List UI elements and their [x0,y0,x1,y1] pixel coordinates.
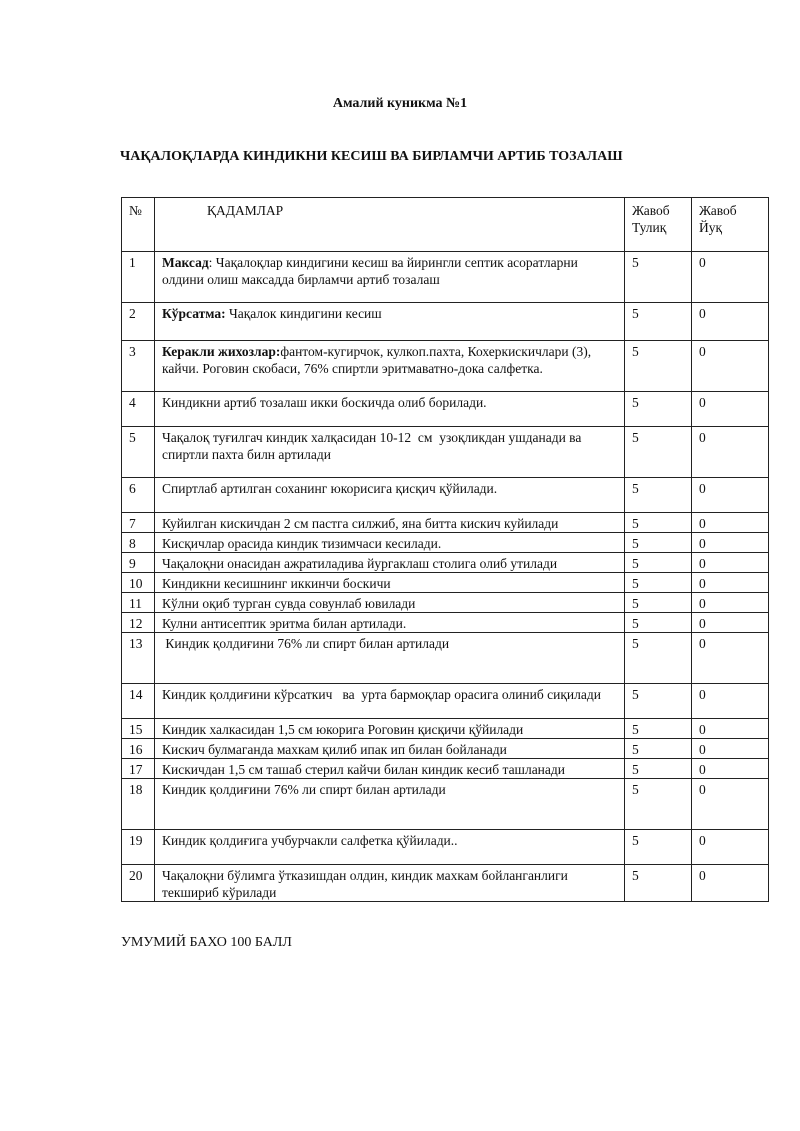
row-number: 20 [122,865,155,902]
practical-skill-number: Амалий куникма №1 [332,96,468,111]
step-description [155,427,625,478]
step-text: : Чақалоқлар киндигини кесиш ва йирингли септик асоратларни олдини олиш максадда бирламчи артиб тозалаш [162,255,582,287]
document-title: ЧАҚАЛОҚЛАРДА КИНДИКНИ КЕСИШ ВА БИРЛАМЧИ АРТИБ ТОЗАЛАШ [120,149,623,164]
score-full: 5 [625,392,692,427]
step-description [155,533,625,553]
row-number: 14 [122,684,155,719]
table-row [122,392,769,427]
step-text: Киндик қолдиғини 76% ли спирт билан артилади [162,782,446,797]
score-full: 5 [625,830,692,865]
step-description [155,759,625,779]
step-text: Куйилган кискичдан 2 см пастга силжиб, яна битта кискич куйилади [162,516,559,531]
score-none: 0 [692,533,769,553]
header-number: № [122,198,155,252]
score-none: 0 [692,684,769,719]
score-full: 5 [625,533,692,553]
score-none: 0 [692,759,769,779]
step-description [155,684,625,719]
table-row [122,759,769,779]
score-full: 5 [625,865,692,902]
table-row [122,684,769,719]
score-full: 5 [625,553,692,573]
row-number: 9 [122,553,155,573]
step-label: Керакли жихозлар: [162,344,281,359]
score-none: 0 [692,341,769,392]
score-none: 0 [692,303,769,341]
table-row [122,779,769,830]
step-text: Кулни антисептик эритма билан артилади. [162,616,407,631]
step-description [155,553,625,573]
step-description [155,593,625,613]
table-row [122,865,769,902]
row-number: 12 [122,613,155,633]
steps-table [121,197,769,902]
row-number: 11 [122,593,155,613]
row-number: 17 [122,759,155,779]
row-number: 13 [122,633,155,684]
step-text: Чақалок киндигини кесиш [225,306,382,321]
step-text: Киндик халкасидан 1,5 см юкорига Роговин қисқичи қўйилади [162,722,524,737]
step-text: Спиртлаб артилган соханинг юкорисига қисқич қўйилади. [162,481,498,496]
table-row [122,593,769,613]
table-row [122,613,769,633]
step-description [155,719,625,739]
step-text: Кискич булмаганда махкам қилиб ипак ип билан бойланади [162,742,507,757]
score-none: 0 [692,865,769,902]
step-text: Кискичдан 1,5 см ташаб стерил кайчи билан киндик кесиб ташланади [162,762,565,777]
score-full: 5 [625,252,692,303]
table-row [122,533,769,553]
score-none: 0 [692,427,769,478]
score-none: 0 [692,573,769,593]
row-number: 2 [122,303,155,341]
score-full: 5 [625,427,692,478]
score-full: 5 [625,613,692,633]
row-number: 19 [122,830,155,865]
header-steps: ҚАДАМЛАР [155,198,625,252]
score-none: 0 [692,392,769,427]
table-row [122,830,769,865]
step-text: Чақалоқни онасидан ажратиладива йургаклаш столига олиб утилади [162,556,558,571]
table-row [122,341,769,392]
step-text: Киндик қолдиғига учбурчакли салфетка қўйилади.. [162,833,458,848]
step-label: Кўрсатма: [162,306,226,321]
row-number: 8 [122,533,155,553]
score-none: 0 [692,593,769,613]
step-description [155,779,625,830]
row-number: 4 [122,392,155,427]
step-text: Кўлни оқиб турган сувда совунлаб ювилади [162,596,416,611]
score-full: 5 [625,341,692,392]
table-row [122,427,769,478]
step-description [155,613,625,633]
step-description [155,739,625,759]
step-text: Чақалоқни бўлимга ўтказишдан олдин, киндик махкам бойланганлиги текшириб кўрилади [162,868,572,900]
score-none: 0 [692,719,769,739]
score-full: 5 [625,779,692,830]
score-full: 5 [625,478,692,513]
step-description [155,392,625,427]
score-full: 5 [625,684,692,719]
score-none: 0 [692,513,769,533]
step-description [155,252,625,303]
step-description [155,573,625,593]
score-none: 0 [692,613,769,633]
score-none: 0 [692,830,769,865]
table-row [122,573,769,593]
row-number: 1 [122,252,155,303]
score-none: 0 [692,739,769,759]
table-row [122,739,769,759]
row-number: 3 [122,341,155,392]
step-description [155,341,625,392]
score-full: 5 [625,633,692,684]
score-full: 5 [625,759,692,779]
table-row [122,513,769,533]
row-number: 7 [122,513,155,533]
header-answer-full: Жавоб Тулиқ [625,198,692,252]
score-full: 5 [625,593,692,613]
step-text: Кисқичлар орасида киндик тизимчаси кесилади. [162,536,442,551]
score-full: 5 [625,573,692,593]
score-none: 0 [692,553,769,573]
table-header-row [122,198,769,252]
step-text: Чақалоқ туғилгач киндик халқасидан 10-12 см узоқликдан ушданади ва спиртли пахта билн артилади [162,430,585,462]
row-number: 16 [122,739,155,759]
step-text: Киндик қолдиғини 76% ли спирт билан артилади [162,636,450,651]
score-none: 0 [692,779,769,830]
score-full: 5 [625,513,692,533]
score-full: 5 [625,739,692,759]
score-none: 0 [692,252,769,303]
total-score: УМУМИЙ БАХО 100 БАЛЛ [121,935,292,950]
step-description [155,303,625,341]
row-number: 15 [122,719,155,739]
step-text: Киндик қолдиғини кўрсаткич ва урта бармоқлар орасига олиниб сиқилади [162,687,601,702]
table-row [122,719,769,739]
score-none: 0 [692,633,769,684]
table-row [122,478,769,513]
step-description [155,513,625,533]
step-description [155,478,625,513]
step-description [155,830,625,865]
row-number: 5 [122,427,155,478]
table-row [122,633,769,684]
step-description [155,865,625,902]
row-number: 18 [122,779,155,830]
step-text: Киндикни кесишнинг иккинчи боскичи [162,576,391,591]
table-row [122,252,769,303]
row-number: 6 [122,478,155,513]
score-full: 5 [625,303,692,341]
header-answer-none: Жавоб Йуқ [692,198,769,252]
step-label: Максад [162,255,209,270]
table-row [122,303,769,341]
score-none: 0 [692,478,769,513]
score-full: 5 [625,719,692,739]
row-number: 10 [122,573,155,593]
step-description [155,633,625,684]
table-row [122,553,769,573]
step-text: Киндикни артиб тозалаш икки боскичда олиб борилади. [162,395,487,410]
step-text: фантом-кугирчок, кулкоп.пахта, Кохеркискичлари (3), кайчи. Роговин скобаси, 76% спиртли эритмаватно-дока салфетка. [162,344,595,376]
